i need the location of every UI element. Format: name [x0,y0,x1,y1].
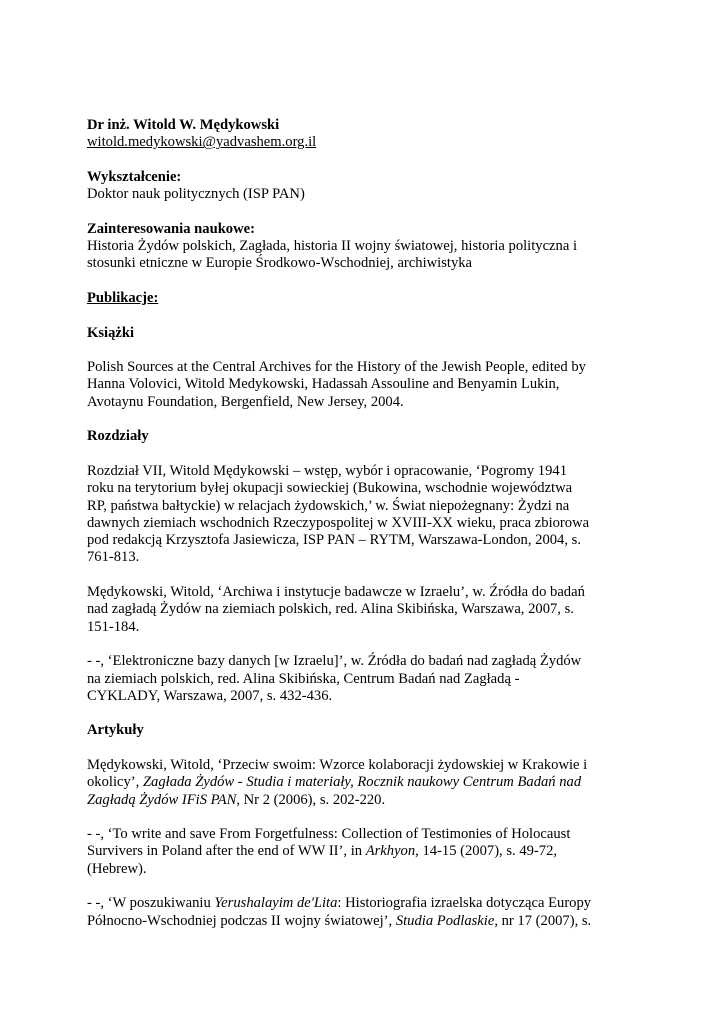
chapter-line: Mędykowski, Witold, ‘Archiwa i instytucje badawcze w Izraelu’, w. Źródła do badań [87,584,585,601]
chapters-heading: Rozdziały [87,428,149,445]
chapter-line: pod redakcją Krzysztofa Jasiewicza, ISP PAN – RYTM, Warszawa-London, 2004, s. [87,532,581,549]
chapter-line: roku na terytorium byłej okupacji sowieckiej (Bukowina, wschodnie województwa [87,480,573,497]
chapter-entry [87,653,607,705]
article-line [87,843,607,860]
article-line: Mędykowski, Witold, ‘Przeciw swoim: Wzorce kolaboracji żydowskiej w Krakowie i [87,756,588,773]
article-text: okolicy’, [87,774,143,791]
interests-heading: Zainteresowania naukowe: [87,220,255,237]
article-journal-title: Arkhyon [365,843,416,860]
article-line [87,895,607,912]
chapter-line: - -, ‘Elektroniczne bazy danych [w Izraelu]’, w. Źródła do badań nad zagładą Żydów [87,653,582,670]
book-line: Polish Sources at the Central Archives for the History of the Jewish People, edited by [87,359,586,376]
article-text: : Historiografia izraelska dotycząca Europy [337,895,592,912]
article-italic-title: Yerushalayim de'Lita [214,895,338,912]
article-line [87,792,607,809]
chapter-line: 761-813. [87,549,140,566]
education-text: Doktor nauk politycznych (ISP PAN) [87,186,305,203]
author-name: Dr inż. Witold W. Mędykowski [87,117,280,133]
publications-heading: Publikacje: [87,289,159,306]
chapter-line: nad zagładą Żydów na ziemiach polskich, red. Alina Skibińska, Warszawa, 2007, s. [87,601,574,618]
book-entry [87,359,607,411]
article-entry [87,895,607,930]
article-journal-title: Zagłada Żydów - Studia i materiały, Rocznik naukowy Centrum Badań nad [142,774,582,791]
chapter-line: dawnych ziemiach wschodnich Rzeczypospolitej w XVIII-XX wieku, praca zbiorowa [87,514,590,531]
article-text: , nr 17 (2007), s. [494,912,592,929]
chapter-entry [87,463,607,567]
article-entry [87,757,607,809]
article-journal-title: Studia Podlaskie [395,912,495,929]
article-journal-title: Zagładą Żydów IFiS PAN [87,791,237,808]
book-line: Avotaynu Foundation, Bergenfield, New Jersey, 2004. [87,393,404,410]
education-heading: Wykształcenie: [87,168,182,185]
books-heading: Książki [87,324,135,341]
article-line [87,913,607,930]
interests-line: Historia Żydów polskich, Zagłada, historia II wojny światowej, historia polityczna i [87,238,578,255]
chapter-entry [87,584,607,636]
book-line: Hanna Volovici, Witold Medykowski, Hadassah Assouline and Benyamin Lukin, [87,376,560,393]
chapter-line: Rozdział VII, Witold Mędykowski – wstęp, wybór i opracowanie, ‘Pogromy 1941 [87,462,567,479]
article-text: , 14-15 (2007), s. 49-72, [415,843,558,860]
chapter-line: RP, państwa bałtyckie) w relacjach żydowskich,’ w. Świat niepożegnany: Żydzi na [87,497,570,514]
document-page [87,117,607,930]
chapter-line: CYKLADY, Warszawa, 2007, s. 432-436. [87,687,333,704]
article-text: Survivers in Poland after the end of WW II’, in [87,843,366,860]
article-line: (Hebrew). [87,860,147,877]
article-line: - -, ‘To write and save From Forgetfulness: Collection of Testimonies of Holocaust [87,826,571,843]
article-text: - -, ‘W poszukiwaniu [87,895,215,912]
articles-heading: Artykuły [87,722,144,739]
article-text: , Nr 2 (2006), s. 202-220. [236,791,386,808]
article-line [87,774,607,791]
chapter-line: 151-184. [87,618,140,635]
article-text: Północno-Wschodniej podczas II wojny światowej’, [87,912,396,929]
article-entry [87,826,607,878]
chapter-line: na ziemiach polskich, red. Alina Skibińska, Centrum Badań nad Zagładą - [87,670,520,687]
author-email-link[interactable]: witold.medykowski@yadvashem.org.il [87,134,317,151]
interests-line: stosunki etniczne w Europie Środkowo-Wschodniej, archiwistyka [87,255,473,272]
